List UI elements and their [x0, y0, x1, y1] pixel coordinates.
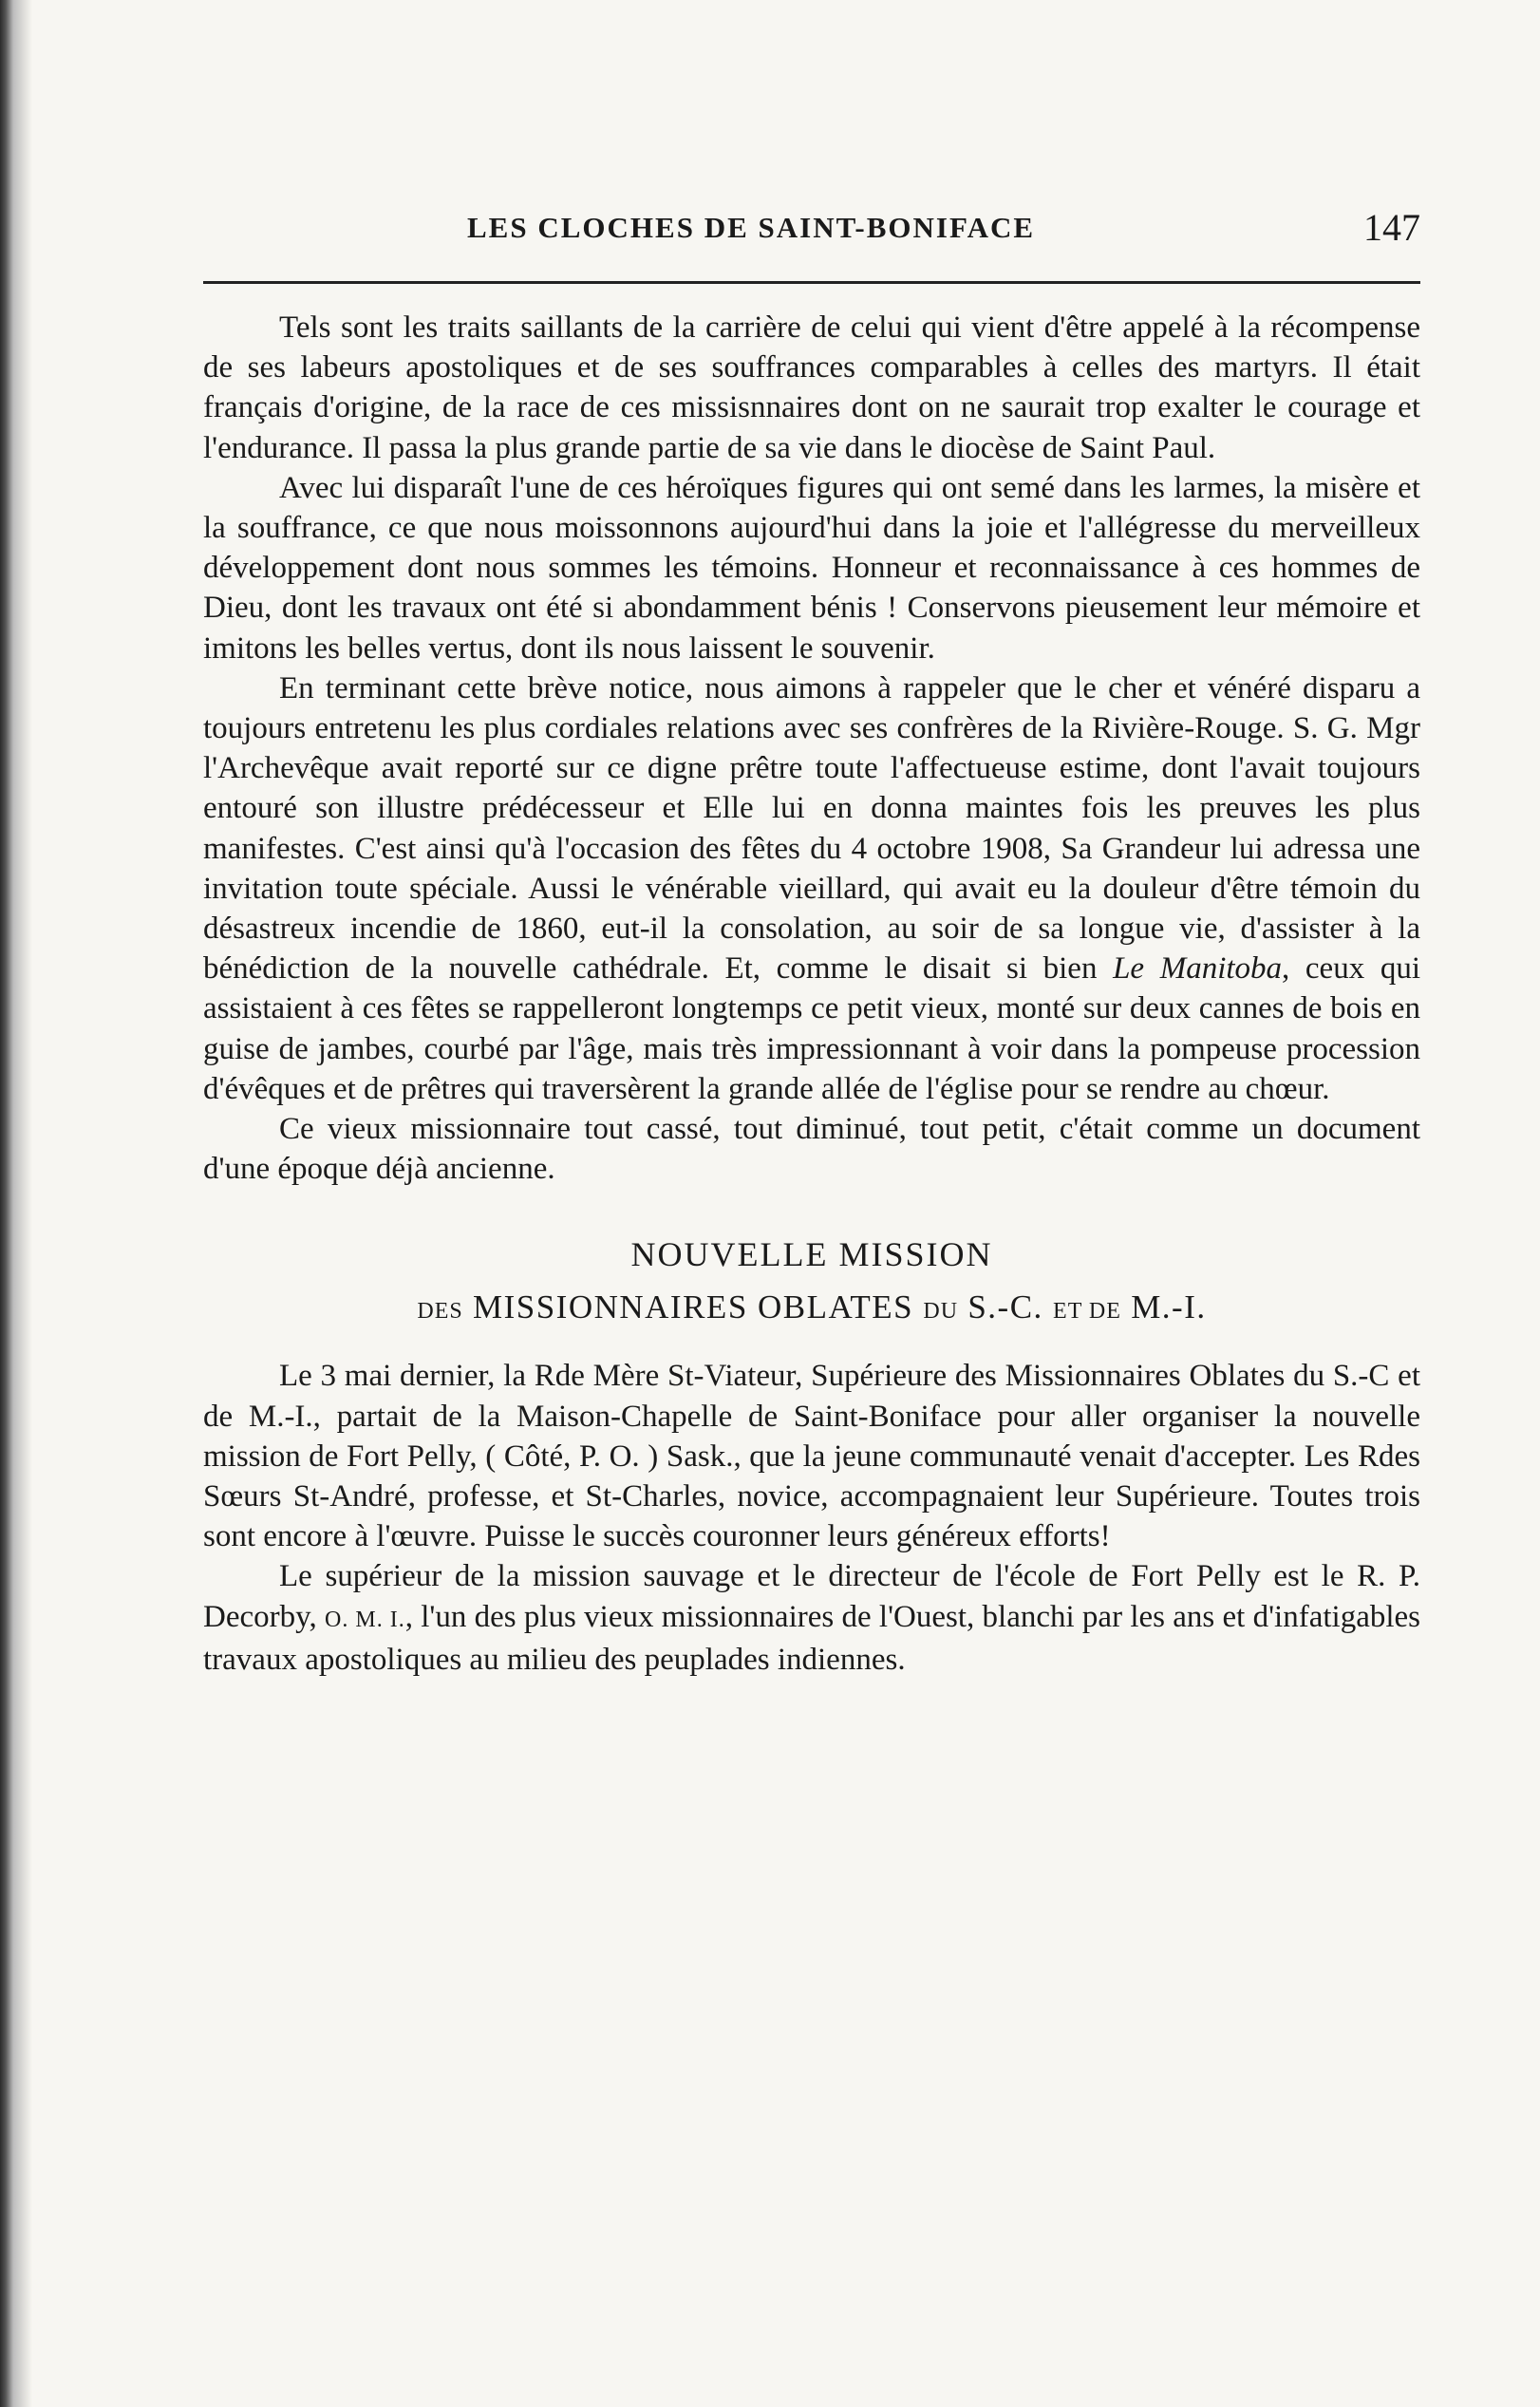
subtitle-main: MISSIONNAIRES OBLATES — [472, 1288, 914, 1326]
section-title: NOUVELLE MISSION — [630, 1235, 993, 1274]
subtitle-et-de: ET DE — [1053, 1299, 1121, 1325]
subtitle-des: DES — [417, 1299, 463, 1325]
paragraph-3-text-after: , ceux qui assistaient à ces fêtes se rappelleront longtemps ce petit vieux, monté sur deux cannes de bois en guise de jambes, courbé par l'âge, mais très impressionnant à voir dans la pompeuse procession d'évêques et de prêtres qui traversèrent la grande allée de l'église pour se rendre au chœur. — [203, 951, 1420, 1106]
running-title: LES CLOCHES DE SAINT-BONIFACE — [467, 211, 1036, 244]
subtitle-sc: S.-C. — [967, 1288, 1043, 1326]
article-paragraph-4: Ce vieux missionnaire tout cassé, tout diminué, tout petit, c'était comme un document d'une époque déjà ancienne. — [203, 1112, 1420, 1187]
section-paragraph-2-before: Le supérieur de la mission sauvage et le directeur de l'école de Fort Pelly est le R. P. Decorby, — [203, 1559, 1420, 1634]
header-rule — [203, 281, 1420, 284]
newspaper-title: Le Manitoba — [1113, 951, 1283, 987]
section-paragraph-2 — [203, 1556, 1420, 1680]
page-binding-edge — [0, 0, 32, 2407]
article-paragraph-3 — [203, 668, 1420, 1109]
body-text — [203, 308, 1420, 1680]
paragraph-3-text-before: En terminant cette brève notice, nous aimons à rappeler que le cher et vénéré disparu a toujours entretenu les plus cordiales relations avec ses confrères de la Rivière-Rouge. S. G. Mgr l'Archevêque avait reporté sur ce digne prêtre toute l'affectueuse estime, dont l'avait toujours entouré son illustre prédécesseur et Elle lui en donna maintes fois les preuves les plus manifestes. C'est ainsi qu'à l'occasion des fêtes du 4 octobre 1908, Sa Grandeur lui adressa une invitation toute spéciale. Aussi le vénérable vieillard, qui avait eu la douleur d'être témoin du désastreux incendie de 1860, eut-il la consolation, au soir de sa longue vie, d'assister à la bénédiction de la nouvelle cathédrale. Et, comme le disait si bien — [203, 670, 1420, 987]
subtitle-du: DU — [923, 1299, 959, 1325]
order-abbreviation: O. M. I. — [325, 1607, 405, 1632]
book-page — [203, 190, 1420, 1677]
section-paragraph-2-after: , l'un des plus vieux missionnaires de l'Ouest, blanchi par les ans et d'infatigables travaux apostoliques au milieu des peuplades indiennes. — [203, 1599, 1420, 1677]
page-header — [203, 190, 1420, 253]
subtitle-mi: M.-I. — [1131, 1288, 1207, 1326]
page-number: 147 — [1363, 206, 1420, 249]
section-subtitle — [203, 1286, 1420, 1333]
article-paragraph-1: Tels sont les traits saillants de la carrière de celui qui vient d'être appelé à la récompense de ses labeurs apostoliques et de ses souffrances comparables à celles des martyrs. Il était français d'origine, de la race de ces missisnnaires dont on ne saurait trop exalter le courage et l'endurance. Il passa la plus grande partie de sa vie dans le diocèse de Saint Paul. — [203, 310, 1420, 465]
section-paragraph-1: Le 3 mai dernier, la Rde Mère St-Viateur, Supérieure des Missionnaires Oblates du S.-C et de M.-I., partait de la Maison-Chapelle de Saint-Boniface pour aller organiser la nouvelle mission de Fort Pelly, ( Côté, P. O. ) Sask., que la jeune communauté venait d'accepter. Les Rdes Sœurs St-André, professe, et St-Charles, novice, accompagnaient leur Supérieure. Toutes trois sont encore à l'œuvre. Puisse le succès couronner leurs généreux efforts! — [203, 1359, 1420, 1554]
article-paragraph-2: Avec lui disparaît l'une de ces héroïques figures qui ont semé dans les larmes, la misère et la souffrance, ce que nous moissonnons aujourd'hui dans la joie et l'allégresse du merveilleux développement dont nous sommes les témoins. Honneur et reconnaissance à ces hommes de Dieu, dont les travaux ont été si abondamment bénis ! Conservons pieusement leur mémoire et imitons les belles vertus, dont ils nous laissent le souvenir. — [203, 470, 1420, 666]
